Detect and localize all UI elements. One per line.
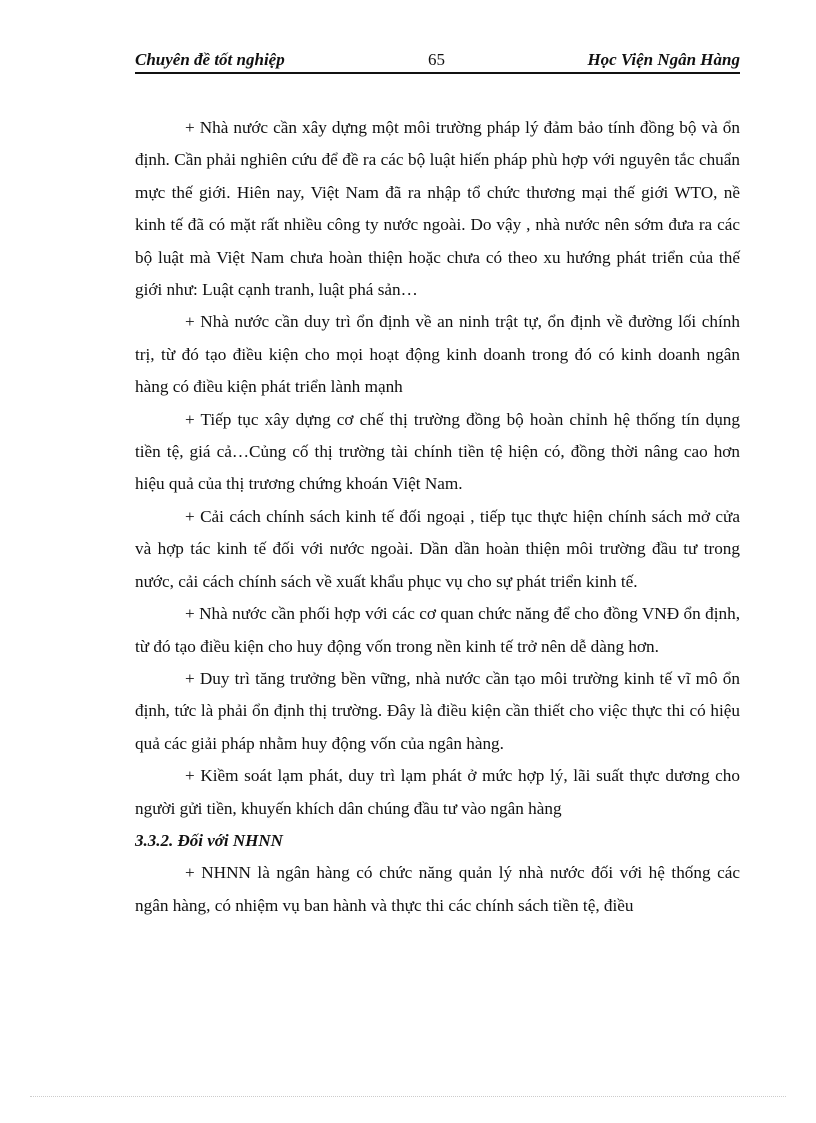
page-number: 65: [428, 50, 445, 69]
header-underline: [135, 72, 740, 74]
paragraph: + Duy trì tăng trưởng bền vững, nhà nước cần tạo môi trường kinh tế vĩ mô ổn định, tức là phải ổn định thị trường. Đây là điều kiện cần thiết cho việc thực thi có hiệu quả các giải pháp nhằm huy động vốn của ngân hàng.: [135, 668, 740, 753]
section-heading: 3.3.2. Đối với NHNN: [135, 830, 283, 850]
paragraph: + Nhà nước cần xây dựng một môi trường pháp lý đảm bảo tính đồng bộ và ổn định. Cần phải nghiên cứu để đề ra các bộ luật hiến pháp phù hợp với nguyên tắc chuẩn mực thế giới. Hiên nay, Việt Nam đã ra nhập tổ chức thương mại thế giới WTO, nề kinh tế đã có mặt rất nhiều công ty nước ngoài. Do vậy , nhà nước nên sớm đưa ra các bộ luật mà Việt Nam chưa hoàn thiện hoặc chưa có theo xu hướng phát triển của thế giới như: Luật cạnh tranh, luật phá sản…: [135, 118, 740, 300]
paragraph: + Kiềm soát lạm phát, duy trì lạm phát ở mức hợp lý, lãi suất thực dương cho người gửi tiền, khuyến khích dân chúng đầu tư vào ngân hàng: [135, 766, 740, 818]
paragraph: + Nhà nước cần duy trì ổn định về an ninh trật tự, ổn định về đường lối chính trị, từ đó tạo điều kiện cho mọi hoạt động kinh doanh trong đó có kinh doanh ngân hàng có điều kiện phát triển lành mạnh: [135, 312, 740, 397]
page-bottom-divider: [30, 1096, 786, 1097]
paragraph: + Cải cách chính sách kinh tế đối ngoại , tiếp tục thực hiện chính sách mở cửa và hợp tác kinh tế đối với nước ngoài. Dần dần hoàn thiện môi trường đầu tư trong nước, cải cách chính sách về xuất khẩu phục vụ cho sự phát triển kinh tế.: [135, 506, 740, 591]
paragraph: + NHNN là ngân hàng có chức năng quản lý nhà nước đối với hệ thống các ngân hàng, có nhiệm vụ ban hành và thực thi các chính sách tiền tệ, điều: [135, 863, 740, 915]
paragraph: + Tiếp tục xây dựng cơ chế thị trường đồng bộ hoàn chỉnh hệ thống tín dụng tiền tệ, giá cả…Củng cố thị trường tài chính tiền tệ hiện có, đồng thời nâng cao hơn hiệu quả của thị trương chứng khoán Việt Nam.: [135, 409, 740, 494]
page-body: [135, 112, 740, 922]
header-document-title: Chuyên đề tốt nghiệp: [135, 50, 285, 69]
paragraph: + Nhà nước cần phối hợp với các cơ quan chức năng để cho đồng VNĐ ổn định, từ đó tạo điều kiện cho huy động vốn trong nền kinh tế trở nên dễ dàng hơn.: [135, 604, 740, 656]
page-header: [135, 48, 740, 74]
header-institution: Học Viện Ngân Hàng: [587, 50, 740, 69]
